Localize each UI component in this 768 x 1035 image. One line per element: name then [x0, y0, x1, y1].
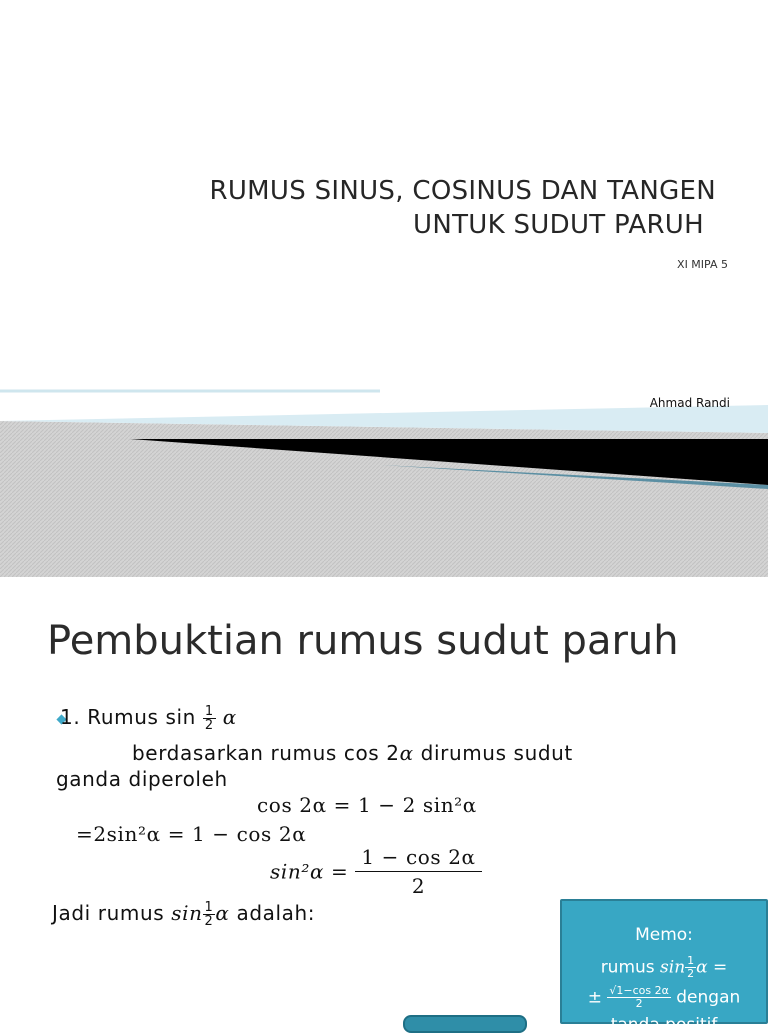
fraction-denominator: 2 — [687, 967, 695, 980]
fraction-denominator: 2 — [204, 914, 214, 929]
half-fraction — [203, 705, 216, 732]
memo-line-1 — [562, 955, 766, 980]
fraction-numerator: 1 — [204, 704, 214, 719]
fraction-denominator: 2 — [635, 997, 643, 1010]
memo-line-3: tanda positif — [610, 1015, 718, 1035]
sin-symbol: sin — [171, 901, 203, 925]
memo-dengan: dengan — [676, 987, 741, 1008]
half-fraction — [203, 901, 216, 928]
eq3-left: sin²α = — [270, 859, 349, 884]
alpha-symbol: α — [222, 705, 237, 729]
conclusion-line — [52, 901, 315, 928]
memo-root-fraction — [607, 985, 670, 1010]
memo-text: rumus — [600, 957, 661, 978]
content-slide — [0, 577, 768, 1035]
memo-title: Memo: — [635, 925, 693, 945]
decorative-band — [0, 385, 768, 577]
memo-line-2 — [562, 985, 766, 1010]
fraction-denominator: 2 — [204, 718, 214, 733]
fraction-numerator: 1 — [687, 954, 695, 967]
equation-3 — [270, 845, 482, 898]
title-line-2: UNTUK SUDUT PARUH — [413, 210, 704, 240]
line2-rest: dirumus sudut — [413, 741, 573, 765]
memo-half-fraction — [685, 955, 696, 980]
plus-minus-symbol: ± — [587, 987, 602, 1008]
memo-sin: sin — [660, 957, 686, 978]
equation-2: =2sin²α = 1 − cos 2α — [76, 822, 307, 846]
slide-title — [209, 174, 716, 242]
title-line-1: RUMUS SINUS, COSINUS DAN TANGEN — [209, 176, 716, 206]
eq3-denominator: 2 — [411, 874, 426, 898]
fraction-numerator: 1 — [204, 900, 214, 915]
equation-1: cos 2α = 1 − 2 sin²α — [257, 793, 477, 817]
slide-title: Pembuktian rumus sudut paruh — [47, 618, 679, 664]
body-line-2 — [132, 741, 573, 765]
conclusion-text: Jadi rumus — [52, 901, 172, 925]
eq3-numerator: 1 − cos 2α — [355, 845, 481, 872]
author-name: Ahmad Randi — [649, 396, 730, 410]
memo-equals: α = — [696, 957, 728, 978]
alpha-symbol: α — [215, 901, 230, 925]
line2-text: berdasarkan rumus cos 2 — [132, 741, 400, 765]
slide-subtitle: XI MIPA 5 — [677, 258, 728, 271]
action-button[interactable] — [403, 1015, 527, 1033]
eq3-fraction — [355, 845, 481, 898]
memo-box — [560, 899, 768, 1035]
body-line-3: ganda diperoleh — [56, 767, 228, 791]
conclusion-end: adalah: — [229, 901, 316, 925]
fraction-numerator: √1−cos 2α — [609, 984, 669, 997]
item-label: 1. Rumus sin — [60, 705, 196, 729]
item-heading — [60, 705, 237, 732]
alpha-symbol: α — [399, 741, 414, 765]
